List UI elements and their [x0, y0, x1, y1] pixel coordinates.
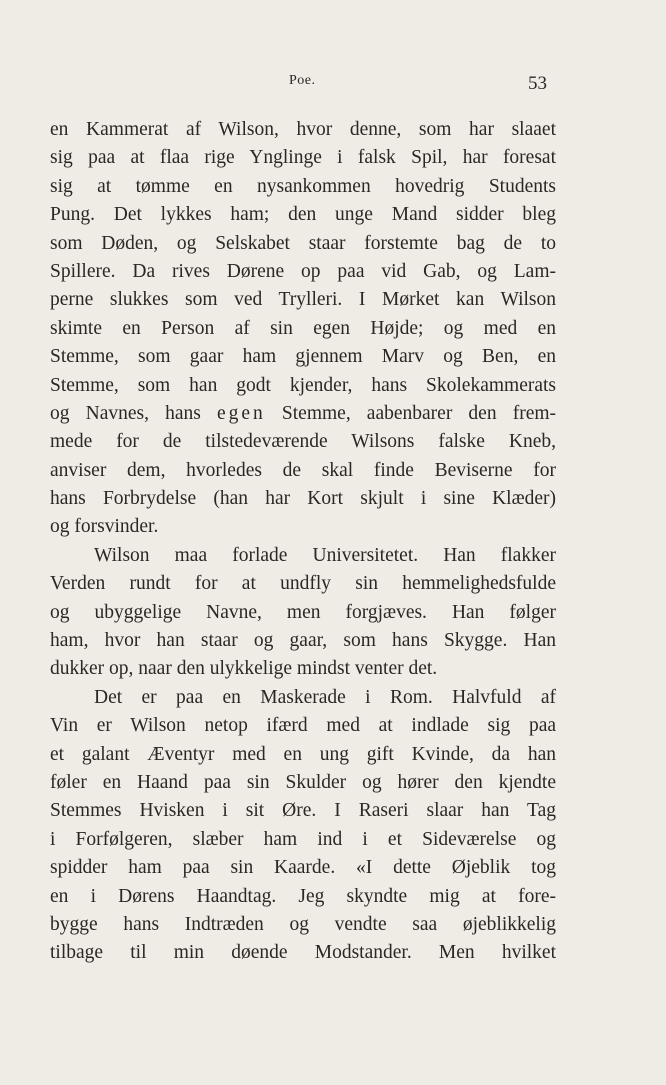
text-line: i Forfølgeren, slæber ham ind i et Sideværelse og	[50, 828, 556, 850]
text-line: Stemme, som gaar ham gjennem Marv og Ben, en	[50, 346, 556, 368]
text-line: og forsvinder.	[50, 516, 159, 538]
text-line: sig at tømme en nysankommen hovedrig Students	[50, 175, 556, 197]
text-line: en Kammerat af Wilson, hvor denne, som har slaaet	[50, 119, 556, 140]
text-line: skimte en Person af sin egen Højde; og med en	[50, 317, 556, 339]
text-line: anviser dem, hvorledes de skal finde Beviserne for	[50, 459, 556, 481]
running-head: Poe.	[289, 73, 316, 88]
text-line: tilbage til min døende Modstander. Men hvilket	[50, 942, 556, 964]
text-line: en i Dørens Haandtag. Jeg skyndte mig at fore-	[50, 885, 556, 907]
text-line: og ubyggelige Navne, men forgjæves. Han følger	[50, 601, 556, 623]
text-line: Pung. Det lykkes ham; den unge Mand sidder bleg	[50, 204, 556, 226]
page-number: 53	[528, 73, 547, 94]
text-line: Vin er Wilson netop ifærd med at indlade sig paa	[50, 715, 556, 737]
text-line: sig paa at flaa rige Ynglinge i falsk Spil, har foresat	[50, 147, 556, 169]
text-line: perne slukkes som ved Trylleri. I Mørket kan Wilson	[50, 289, 556, 311]
text-line: et galant Æventyr med en ung gift Kvinde, da han	[50, 743, 556, 765]
text-line: hans Forbrydelse (han har Kort skjult i sine Klæder)	[50, 488, 556, 510]
text-line: Stemme, som han godt kjender, hans Skolekammerats	[50, 374, 556, 396]
text-line: Verden rundt for at undfly sin hemmelighedsfulde	[50, 573, 556, 595]
text-line: føler en Haand paa sin Skulder og hører den kjendte	[50, 771, 556, 793]
text-segment: Stemme, aabenbarer den frem-	[281, 402, 557, 424]
text-segment: og Navnes, hans	[50, 402, 201, 424]
text-line: mede for de tilstedeværende Wilsons falske Kneb,	[50, 431, 556, 453]
text-line: Spillere. Da rives Dørene op paa vid Gab, og Lam-	[50, 260, 556, 282]
text-line: spidder ham paa sin Kaarde. «I dette Øjeblik tog	[50, 857, 556, 879]
text-line: bygge hans Indtræden og vendte saa øjeblikkelig	[50, 913, 556, 935]
text-line: Stemmes Hvisken i sit Øre. I Raseri slaar han Tag	[50, 800, 556, 822]
emphasized-word: egen	[216, 402, 266, 424]
text-line: dukker op, naar den ulykkelige mindst venter det.	[50, 658, 438, 680]
text-line: ham, hvor han staar og gaar, som hans Skygge. Han	[50, 630, 556, 652]
body-text	[50, 116, 556, 968]
text-line	[50, 400, 556, 428]
text-line: som Døden, og Selskabet staar forstemte bag de to	[50, 232, 556, 254]
text-line: Det er paa en Maskerade i Rom. Halvfuld af	[94, 686, 556, 708]
text-line: Wilson maa forlade Universitetet. Han flakker	[94, 544, 556, 566]
